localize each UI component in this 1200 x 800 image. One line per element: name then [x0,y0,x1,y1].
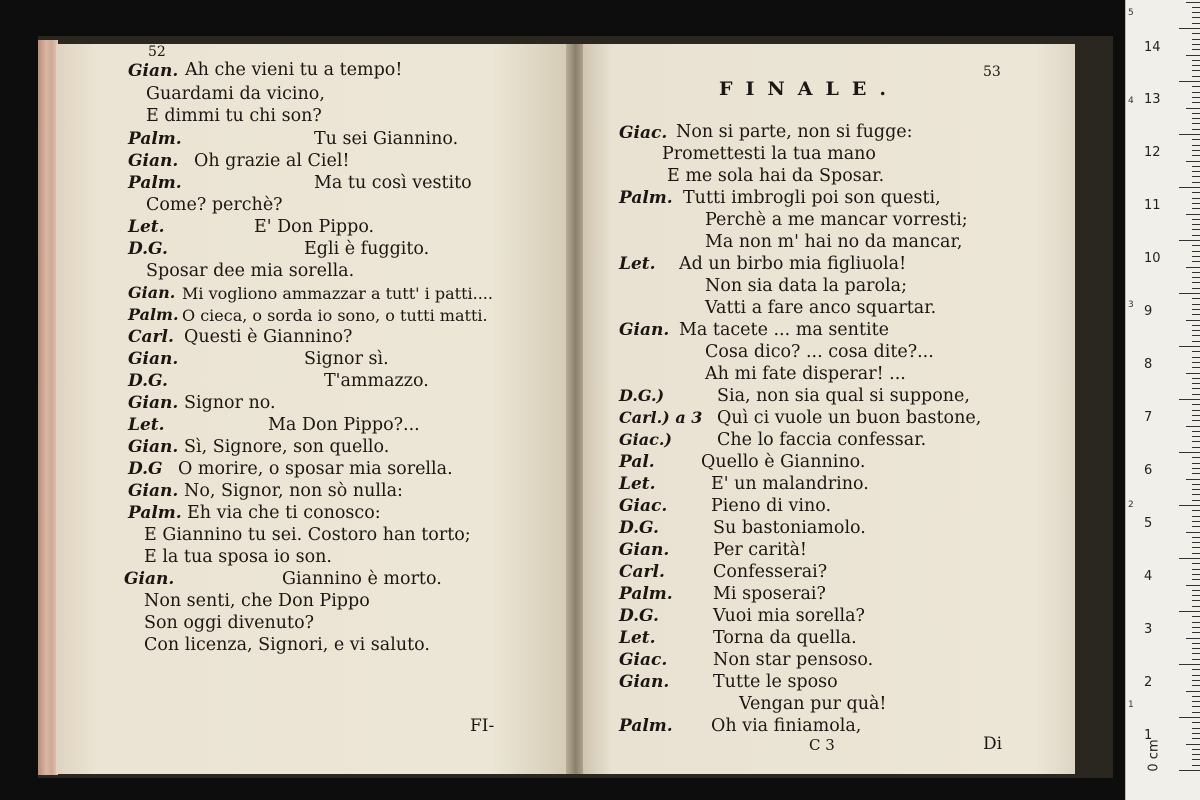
ruler-tick [1192,60,1200,61]
ruler-tick [1192,680,1200,681]
verse-line: Ma Don Pippo?... [268,415,420,435]
ruler-number: 10 [1144,251,1161,266]
ruler-number: 4 [1144,569,1153,584]
ruler-tick [1192,383,1200,384]
ruler-tick [1192,256,1200,257]
ruler-tick [1192,521,1200,522]
ruler-tick [1192,616,1200,617]
ruler-tick [1192,415,1200,416]
ruler-tick [1192,362,1200,363]
ruler-number: 5 [1144,516,1153,531]
ruler-tick [1192,70,1200,71]
ruler-number: 14 [1144,40,1161,55]
ruler-tick [1192,516,1200,517]
ruler-tick [1192,622,1200,623]
ruler-tick [1192,282,1200,283]
ruler-tick [1192,537,1200,538]
ruler-number: 13 [1144,92,1161,107]
ruler-number: 9 [1144,304,1153,319]
ruler-tick [1192,542,1200,543]
speaker: Giac.) [619,430,672,449]
ruler-tick [1192,39,1200,40]
ruler-tick [1192,632,1200,633]
verse-line: Non si parte, non si fugge: [676,122,913,142]
ruler-tick [1192,7,1200,8]
speaker: D.G [128,459,163,479]
verse-line: E la tua sposa io son. [144,547,332,567]
ruler-tick [1192,749,1200,750]
ruler-tick [1192,288,1200,289]
ruler-tick [1192,113,1200,114]
verse-line: Per carità! [713,540,807,560]
catchword: Di [983,734,1003,754]
verse-line: No, Signor, non sò nulla: [184,481,403,501]
verse-line: Quello è Giannino. [701,452,866,472]
speaker: Palm. [619,188,673,208]
ruler-tick [1186,214,1200,215]
ruler-inch-number: 3 [1128,300,1134,310]
ruler-tick [1179,770,1200,771]
ruler-tick [1192,277,1200,278]
speaker: Carl.) a 3 [619,408,703,427]
ruler-tick [1192,261,1200,262]
ruler-tick [1179,717,1200,718]
ruler-tick [1192,76,1200,77]
verse-line: Torna da quella. [713,628,857,648]
ruler-tick [1186,691,1200,692]
verse-line: Mi sposerai? [713,584,826,604]
ruler-tick [1186,585,1200,586]
verse-line: Tutte le sposo [713,672,838,692]
ruler-tick [1179,399,1200,400]
ruler-tick [1192,441,1200,442]
ruler-tick [1192,272,1200,273]
ruler-tick [1192,733,1200,734]
verse-line: Non senti, che Don Pippo [144,591,370,611]
ruler-tick [1192,553,1200,554]
speaker: Gian. [619,540,670,560]
verse-line: Oh grazie al Ciel! [194,151,350,171]
ruler-tick [1192,595,1200,596]
ruler-tick [1192,235,1200,236]
speaker: D.G.) [619,386,665,405]
speaker: Gian. [619,672,670,692]
ruler-tick [1192,378,1200,379]
ruler-tick [1186,426,1200,427]
ruler-number: 2 [1144,675,1153,690]
verse-line: Son oggi divenuto? [144,613,314,633]
page-heading: FINALE. [719,78,899,100]
ruler-tick [1192,304,1200,305]
ruler-tick [1186,267,1200,268]
ruler-tick [1179,240,1200,241]
ruler-tick [1192,685,1200,686]
speaker: Let. [619,474,656,494]
speaker: Gian. [128,393,179,413]
speaker: Gian. [128,283,176,302]
ruler-tick [1192,494,1200,495]
verse-line: Su bastoniamolo. [713,518,866,538]
ruler-tick [1179,452,1200,453]
speaker: Let. [128,217,165,237]
ruler-tick [1192,335,1200,336]
ruler-tick [1192,86,1200,87]
ruler-tick [1192,447,1200,448]
ruler-tick [1186,55,1200,56]
ruler-unit: 0 cm [1146,739,1162,772]
page-edges [38,40,58,775]
ruler-tick [1192,123,1200,124]
ruler-tick [1192,245,1200,246]
verse-line: Guardami da vicino, [146,84,325,104]
ruler-tick [1192,17,1200,18]
speaker: Palm. [619,716,673,736]
ruler-tick [1179,346,1200,347]
ruler-tick [1192,600,1200,601]
verse-line: Tu sei Giannino. [314,129,459,149]
ruler-tick [1192,643,1200,644]
ruler-tick [1192,192,1200,193]
speaker: Palm. [619,584,673,604]
page-number: 53 [983,64,1001,80]
speaker: Giac. [619,650,668,670]
signature-mark: C 3 [809,736,835,754]
verse-line: Ma tacete ... ma sentite [679,320,889,340]
verse-line: E dimmi tu chi son? [146,106,322,126]
ruler-tick [1192,675,1200,676]
ruler-tick [1192,547,1200,548]
ruler-tick [1192,404,1200,405]
ruler-tick [1192,653,1200,654]
verse-line: Vengan pur quà! [739,694,887,714]
ruler-tick [1179,558,1200,559]
ruler-tick [1192,669,1200,670]
ruler-inch-number: 2 [1128,500,1134,510]
ruler-tick [1192,648,1200,649]
verse-line: Mi vogliono ammazzar a tutt' i patti.... [182,284,493,303]
verse-line: Eh via che ti conosco: [187,503,381,523]
ruler-tick [1179,28,1200,29]
speaker: Palm. [128,503,182,523]
ruler-tick [1192,325,1200,326]
speaker: Giac. [619,123,668,143]
ruler-tick [1192,92,1200,93]
ruler-tick [1192,298,1200,299]
ruler-tick [1192,251,1200,252]
ruler-tick [1192,579,1200,580]
ruler-tick [1192,659,1200,660]
verse-line: Sia, non sia qual si suppone, [717,386,970,406]
ruler-tick [1192,728,1200,729]
ruler-tick [1192,765,1200,766]
ruler-number: 1 [1144,728,1153,743]
ruler-tick [1192,330,1200,331]
verse-line: Ma tu così vestito [314,173,472,193]
verse-line: Oh via finiamola, [711,716,862,736]
ruler-tick [1179,505,1200,506]
left-page [56,44,568,774]
ruler-tick [1186,479,1200,480]
ruler-tick [1192,219,1200,220]
ruler-tick [1192,139,1200,140]
ruler-tick [1192,145,1200,146]
ruler-tick [1192,463,1200,464]
ruler-tick [1192,722,1200,723]
ruler-tick [1192,701,1200,702]
speaker: D.G. [619,606,659,626]
verse-line: E' Don Pippo. [254,217,375,237]
verse-line: O cieca, o sorda io sono, o tutti matti. [182,306,488,325]
ruler-tick [1192,367,1200,368]
verse-line: Che lo faccia confessar. [717,430,927,450]
verse-line: Ah mi fate disperar! ... [705,364,906,384]
ruler-tick [1192,484,1200,485]
speaker: Pal. [619,452,655,472]
ruler-tick [1192,176,1200,177]
ruler-tick [1192,738,1200,739]
verse-line: Non star pensoso. [713,650,874,670]
ruler-tick [1179,81,1200,82]
ruler-tick [1192,341,1200,342]
ruler-tick [1179,664,1200,665]
ruler-tick [1192,500,1200,501]
verse-line: Non sia data la parola; [705,276,907,296]
ruler-tick [1192,410,1200,411]
speaker: Palm. [128,129,182,149]
speaker: Let. [128,415,165,435]
ruler-number: 6 [1144,463,1153,478]
ruler-tick [1192,171,1200,172]
ruler-tick [1192,468,1200,469]
ruler-number: 8 [1144,357,1153,372]
catchword: FI- [470,716,495,736]
speaker: Giac. [619,496,668,516]
right-page [583,44,1075,774]
verse-line: O morire, o sposar mia sorella. [178,459,453,479]
ruler-tick [1192,759,1200,760]
verse-line: E Giannino tu sei. Costoro han torto; [144,525,471,545]
ruler-tick [1179,187,1200,188]
ruler-tick [1186,373,1200,374]
verse-line: E me sola hai da Sposar. [667,166,885,186]
ruler-tick [1192,118,1200,119]
speaker: Gian. [128,481,179,501]
ruler-tick [1192,166,1200,167]
verse-line: Confesserai? [713,562,828,582]
ruler-tick [1192,436,1200,437]
verse-line: Tutti imbrogli poi son questi, [683,188,941,208]
measuring-ruler [1125,0,1200,800]
ruler-tick [1192,224,1200,225]
speaker: D.G. [128,371,168,391]
ruler-inch-number: 1 [1128,700,1134,710]
verse-line: T'ammazzo. [324,371,429,391]
ruler-tick [1192,627,1200,628]
speaker: Gian. [128,151,179,171]
ruler-tick [1192,12,1200,13]
ruler-tick [1186,2,1200,3]
ruler-tick [1192,44,1200,45]
verse-line: Sì, Signore, son quello. [184,437,390,457]
ruler-tick [1192,357,1200,358]
verse-line: Vuoi mia sorella? [713,606,865,626]
ruler-tick [1192,309,1200,310]
ruler-tick [1192,65,1200,66]
ruler-tick [1192,229,1200,230]
ruler-tick [1192,182,1200,183]
verse-line: Ma non m' hai no da mancar, [705,232,963,252]
ruler-tick [1192,457,1200,458]
speaker: Carl. [619,562,665,582]
speaker: Gian. [124,569,175,589]
ruler-number: 12 [1144,145,1161,160]
verse-line: Ad un birbo mia figliuola! [679,254,907,274]
verse-line: E' un malandrino. [711,474,869,494]
ruler-tick [1192,351,1200,352]
ruler-tick [1192,574,1200,575]
verse-line: Vatti a fare anco squartar. [705,298,937,318]
ruler-tick [1192,150,1200,151]
verse-line: Egli è fuggito. [304,239,430,259]
speaker: Let. [619,254,656,274]
speaker: D.G. [619,518,659,538]
verse-line: Pieno di vino. [711,496,832,516]
speaker: Gian. [619,320,670,340]
verse-line: Quì ci vuole un buon bastone, [717,408,982,428]
ruler-tick [1192,49,1200,50]
ruler-tick [1186,320,1200,321]
ruler-tick [1186,638,1200,639]
ruler-tick [1192,706,1200,707]
ruler-number: 3 [1144,622,1153,637]
ruler-tick [1192,420,1200,421]
verse-line: Sposar dee mia sorella. [146,261,355,281]
speaker: Palm. [128,173,182,193]
verse-line: Promettesti la tua mano [662,144,876,164]
ruler-tick [1192,203,1200,204]
speaker: Let. [619,628,656,648]
ruler-inch-number: 4 [1128,96,1134,106]
ruler-tick [1179,134,1200,135]
ruler-tick [1186,532,1200,533]
speaker: Carl. [128,327,174,347]
ruler-tick [1179,293,1200,294]
verse-line: Ah che vieni tu a tempo! [185,60,403,80]
ruler-tick [1192,431,1200,432]
ruler-tick [1192,129,1200,130]
ruler-tick [1192,198,1200,199]
verse-line: Cosa dico? ... cosa dite?... [705,342,934,362]
ruler-tick [1192,102,1200,103]
page-number: 52 [148,44,166,60]
verse-line: Signor sì. [304,349,389,369]
ruler-tick [1192,712,1200,713]
ruler-tick [1192,590,1200,591]
ruler-tick [1192,510,1200,511]
ruler-tick [1192,754,1200,755]
ruler-number: 11 [1144,198,1161,213]
verse-line: Con licenza, Signori, e vi saluto. [144,635,430,655]
ruler-tick [1192,394,1200,395]
ruler-tick [1186,108,1200,109]
ruler-tick [1192,155,1200,156]
speaker: Gian. [128,437,179,457]
ruler-tick [1192,606,1200,607]
ruler-tick [1179,611,1200,612]
ruler-tick [1192,33,1200,34]
verse-line: Signor no. [184,393,276,413]
ruler-tick [1192,208,1200,209]
verse-line: Giannino è morto. [282,569,442,589]
ruler-tick [1192,314,1200,315]
ruler-tick [1192,526,1200,527]
ruler-inch-number: 5 [1128,8,1134,18]
verse-line: Come? perchè? [146,195,283,215]
ruler-tick [1192,473,1200,474]
ruler-tick [1186,744,1200,745]
speaker: D.G. [128,239,168,259]
ruler-number: 7 [1144,410,1153,425]
verse-line: Perchè a me mancar vorresti; [705,210,968,230]
ruler-tick [1192,388,1200,389]
ruler-tick [1192,489,1200,490]
ruler-tick [1192,696,1200,697]
ruler-tick [1192,23,1200,24]
verse-line: Questi è Giannino? [184,327,353,347]
speaker: Gian. [128,349,179,369]
speaker: Gian. [128,61,179,81]
speaker: Palm. [128,305,179,324]
ruler-tick [1186,161,1200,162]
ruler-tick [1192,569,1200,570]
ruler-tick [1192,563,1200,564]
ruler-tick [1192,97,1200,98]
